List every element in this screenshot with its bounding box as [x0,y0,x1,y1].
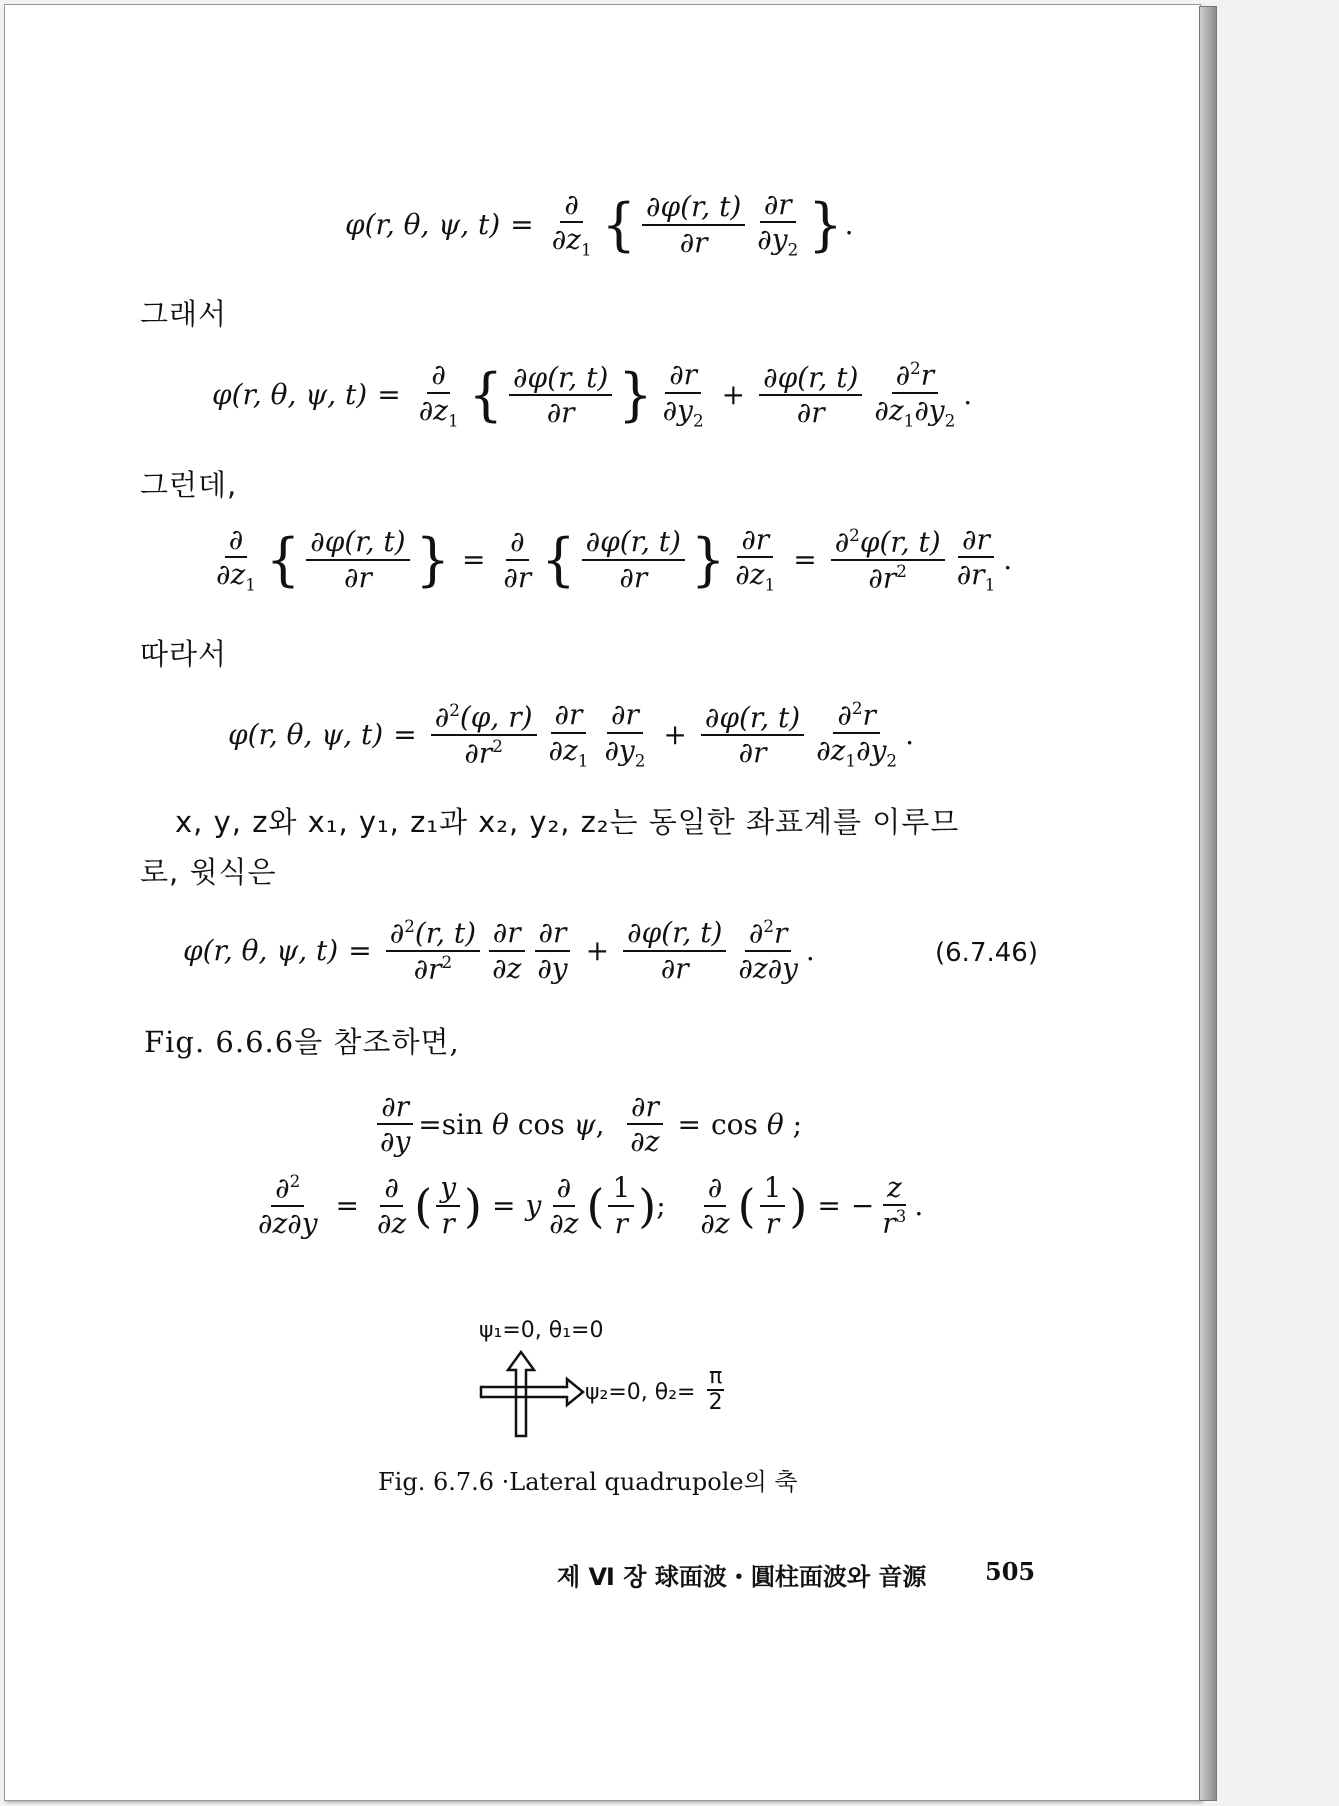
text-refer-figure: Fig. 6.6.6을 참조하면, [144,1025,460,1059]
book-page [4,4,1201,1801]
equation-7: $\frac{\partial^2}{\partial z\partial y}$ = $\frac{\partial}{\partial z}$ ( $\frac{y}{r}$ ) = y $\frac{\partial}{\partial z}$ ( $\frac{1}{r}$ ) ; $\frac{\partial}{\partial z}$ ( $\frac{1}{r}$ ) = − $\frac{z}{r^3}$ . [258,1171,924,1240]
equation-5: φ(r, θ, ψ, t) = $\frac{\partial^2(r, t)}{\partial r^2}$ $\frac{\partial r}{\partial z}$ $\frac{\partial r}{\partial y}$ + $\frac{\partial\varphi(r, t)}{\partial r}$ $\frac{\partial^2r}{\partial z\partial y}$ . [183,916,815,986]
pi-numerator: π [709,1364,723,1389]
equation-6: $\frac{\partial r}{\partial y}$ =sin θ cos ψ , $\frac{\partial r}{\partial z}$ = cos θ ; [372,1092,802,1157]
text-coordinate-system: x, y, z와 x₁, y₁, z₁과 x₂, y₂, z₂는 동일한 좌표계를 이루므 [175,805,960,839]
equation-4: φ(r, θ, ψ, t) = $\frac{\partial^2(\varphi, r)}{\partial r^2}$ $\frac{\partial r}{\partial z_1}$ $\frac{\partial r}{\partial y_2}$ + $\frac{\partial\varphi(r, t)}{\partial r}$ $\frac{\partial^2r}{\partial z_1\partial y_2}$ . [228,698,914,771]
text-therefore-2: 따라서 [140,637,228,671]
page-number: 505 [985,1557,1036,1586]
pi-over-two [707,1366,724,1414]
equation-1: φ(r, θ, ψ, t) = $\frac{\partial}{\partial z_1}$ { $\frac{\partial\varphi(r, t)}{\partial r}$ $\frac{\partial r}{\partial y_2}$ } . [345,188,854,260]
equation-number: (6.7.46) [935,938,1038,968]
text-therefore-1: 그래서 [140,297,228,331]
axis-1-label: ψ₁=0, θ₁=0 [479,1318,604,1343]
axis-2-label: ψ₂=0, θ₂= [585,1380,696,1405]
crossed-arrows-icon [475,1348,585,1438]
equation-3: $\frac{\partial}{\partial z_1}$ { $\frac{\partial\varphi(r, t)}{\partial r}$ } = $\frac{\partial}{\partial r}$ { $\frac{\partial\varphi(r, t)}{\partial r}$ } $\frac{\partial r}{\partial z_1}$ = $\frac{\partial^2\varphi(r, t)}{\partial r^2}$ $\frac{\partial r}{\partial r_1}$ . [216,523,1013,595]
two-denominator: 2 [708,1390,723,1415]
text-above-equation: 로, 윗식은 [140,855,277,889]
page-edge [1199,6,1217,1801]
footer-chapter-title: 제 Ⅵ 장 球面波・圓柱面波와 音源 [557,1563,927,1591]
equation-2: φ(r, θ, ψ, t) = $\frac{\partial}{\partial z_1}$ { $\frac{\partial\varphi(r, t)}{\partial r}$ } $\frac{\partial r}{\partial y_2}$ + $\frac{\partial\varphi(r, t)}{\partial r}$ $\frac{\partial^2r}{\partial z_1\partial y_2}$ . [212,358,973,431]
quadrupole-axes-diagram [475,1318,755,1438]
text-however: 그런데, [140,468,238,502]
figure-caption: Fig. 6.7.6 ·Lateral quadrupole의 축 [378,1468,798,1496]
